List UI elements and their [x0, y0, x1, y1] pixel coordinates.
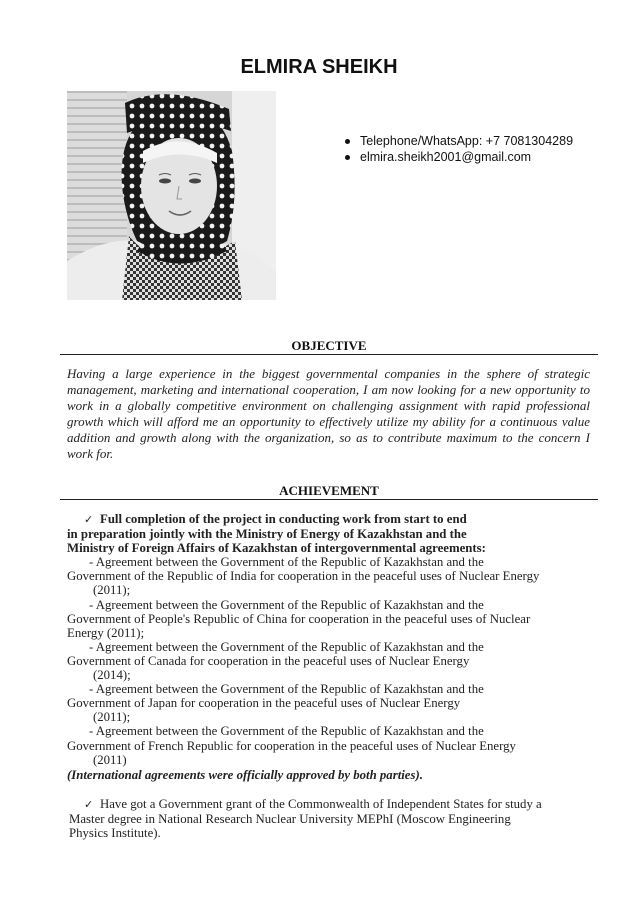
achievement-heading: ACHIEVEMENT: [279, 483, 379, 498]
achievement-1-line-3: Ministry of Foreign Affairs of Kazakhstan of intergovernmental agreements:: [67, 541, 486, 556]
contact-phone: [343, 133, 573, 149]
contact-phone-text: Telephone/WhatsApp: +7 7081304289: [360, 134, 574, 148]
objective-divider: [60, 354, 598, 355]
objective-text: Having a large experience in the biggest governmental companies in the sphere of strategic management, marketing and international cooperation, I am now looking for a new opportunity to work in a globally competitive environment on challenging assignment with rapid professional growth which will afford me an opportunity to effectively utilize my ability for a continuous value addition and growth along with the organization, so as to contribute maximum to the concern I work for.: [67, 366, 590, 461]
agreement-japan-b: Government of Japan for cooperation in the peaceful uses of Nuclear Energy: [67, 696, 461, 711]
achievement-item-1: [67, 512, 602, 782]
agreements-note: (International agreements were officially approved by both parties).: [67, 767, 423, 782]
agreement-france-a: - Agreement between the Government of the Republic of Kazakhstan and the: [89, 724, 484, 739]
agreement-canada-c: (2014);: [93, 668, 131, 683]
checkmark-icon: ✓: [84, 513, 94, 526]
bullet-icon: [345, 139, 350, 144]
agreement-india-c: (2011);: [93, 583, 131, 598]
agreement-france-b: Government of French Republic for cooperation in the peaceful uses of Nuclear Energy: [67, 738, 516, 753]
resume-name: ELMIRA SHEIKH: [240, 56, 398, 78]
profile-photo: [67, 91, 276, 300]
agreement-china-c: Energy (2011);: [67, 625, 145, 640]
agreement-france-c: (2011): [93, 752, 127, 767]
agreement-china-b: Government of People's Republic of China for cooperation in the peaceful uses of Nuclear: [67, 611, 531, 626]
achievement-2-line-2: Master degree in National Research Nuclear University MEPhI (Moscow Engineering: [69, 812, 511, 827]
agreement-japan-c: (2011);: [93, 710, 131, 725]
achievement-2-line-1: Have got a Government grant of the Commonwealth of Independent States for study a: [100, 797, 542, 811]
agreement-canada-a: - Agreement between the Government of the Republic of Kazakhstan and the: [89, 639, 484, 654]
profile-photo-image: [67, 91, 276, 300]
agreement-india-a: - Agreement between the Government of the Republic of Kazakhstan and the: [89, 555, 484, 570]
contact-email: [343, 149, 573, 165]
objective-heading: OBJECTIVE: [291, 338, 367, 353]
agreement-canada-b: Government of Canada for cooperation in the peaceful uses of Nuclear Energy: [67, 653, 470, 668]
contact-list: [343, 133, 573, 165]
agreement-china-a: - Agreement between the Government of the Republic of Kazakhstan and the: [89, 597, 484, 612]
achievement-divider: [60, 499, 598, 500]
achievement-1-line-1: Full completion of the project in conducting work from start to end: [100, 512, 467, 526]
agreement-japan-a: - Agreement between the Government of the Republic of Kazakhstan and the: [89, 682, 484, 697]
agreement-india-b: Government of the Republic of India for cooperation in the peaceful uses of Nuclear Energy: [67, 569, 540, 584]
bullet-icon: [345, 155, 350, 160]
achievement-1-line-2: in preparation jointly with the Ministry of Energy of Kazakhstan and the: [67, 527, 467, 542]
checkmark-icon: ✓: [84, 798, 94, 811]
achievement-2-line-3: Physics Institute).: [69, 826, 161, 841]
achievement-item-2: [67, 797, 602, 840]
contact-email-text: elmira.sheikh2001@gmail.com: [360, 150, 532, 164]
